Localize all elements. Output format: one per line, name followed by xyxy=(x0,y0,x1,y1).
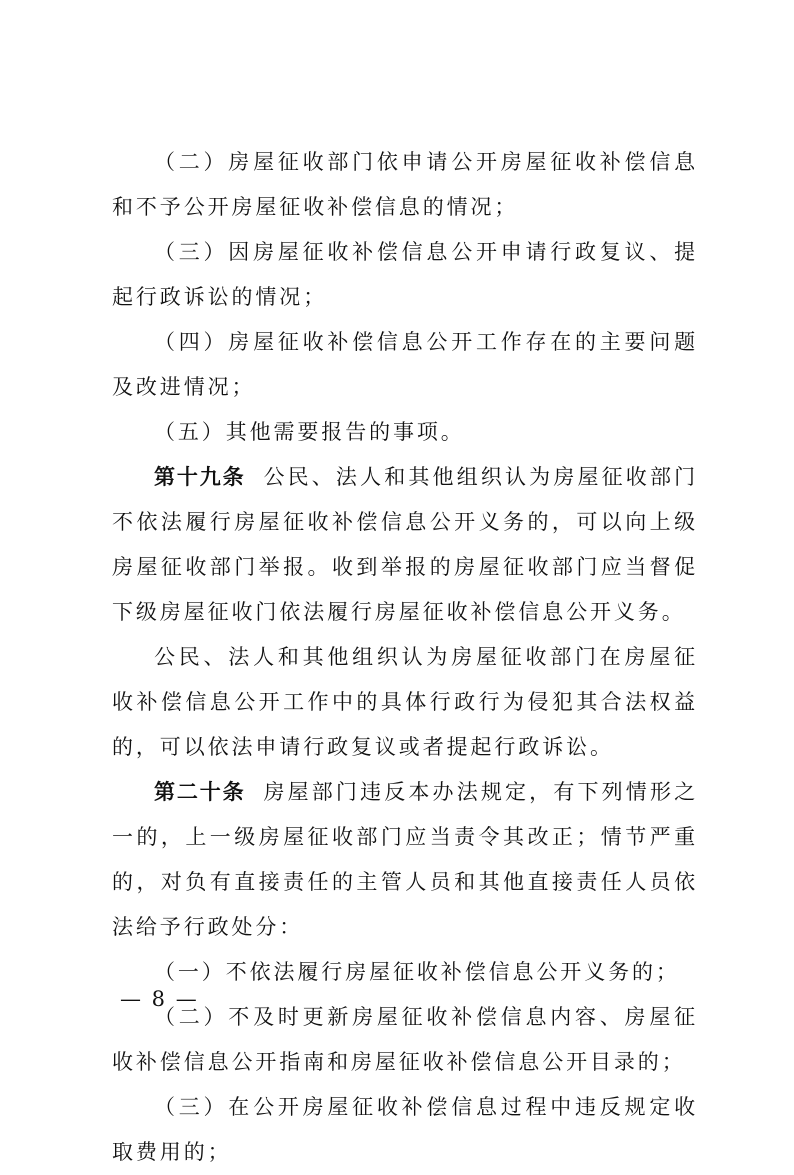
penalty-item-2 xyxy=(112,995,698,1085)
paragraph-text: （二）房屋征收部门依申请公开房屋征收补偿信息和不予公开房屋征收补偿信息的情况； xyxy=(112,150,698,219)
paragraph-text: （三）因房屋征收补偿信息公开申请行政复议、提起行政诉讼的情况； xyxy=(112,240,698,309)
paragraph-item-3 xyxy=(112,230,698,320)
paragraph-text: （二）不及时更新房屋征收补偿信息内容、房屋征收补偿信息公开指南和房屋征收补偿信息公开目录的； xyxy=(112,1005,698,1074)
article-19 xyxy=(112,455,698,635)
article-text: 房屋部门违反本办法规定，有下列情形之一的，上一级房屋征收部门应当责令其改正；情节严重的，对负有直接责任的主管人员和其他直接责任人员依法给予行政处分： xyxy=(112,780,698,939)
page-number: — 8 — xyxy=(120,987,199,1011)
paragraph-text: （三）在公开房屋征收补偿信息过程中违反规定收取费用的； xyxy=(112,1095,698,1164)
paragraph-text: （四）房屋征收补偿信息公开工作存在的主要问题及改进情况； xyxy=(112,330,698,399)
document-body xyxy=(112,140,698,1175)
paragraph-text: （一）不依法履行房屋征收补偿信息公开义务的； xyxy=(154,960,680,984)
article-text: 公民、法人和其他组织认为房屋征收部门不依法履行房屋征收补偿信息公开义务的，可以向上级房屋征收部门举报。收到举报的房屋征收部门应当督促下级房屋征收门依法履行房屋征收补偿信息公开义务。 xyxy=(112,465,698,624)
paragraph-item-4 xyxy=(112,320,698,410)
penalty-item-1 xyxy=(112,950,698,995)
penalty-item-3 xyxy=(112,1085,698,1175)
paragraph-item-5 xyxy=(112,410,698,455)
paragraph-text: （五）其他需要报告的事项。 xyxy=(154,420,465,444)
article-heading: 第十九条 xyxy=(154,465,246,489)
paragraph-text: 公民、法人和其他组织认为房屋征收部门在房屋征收补偿信息公开工作中的具体行政行为侵犯其合法权益的，可以依法申请行政复议或者提起行政诉讼。 xyxy=(112,645,698,759)
article-19-paragraph-2 xyxy=(112,635,698,770)
paragraph-item-2 xyxy=(112,140,698,230)
article-heading: 第二十条 xyxy=(154,780,246,804)
article-20 xyxy=(112,770,698,950)
